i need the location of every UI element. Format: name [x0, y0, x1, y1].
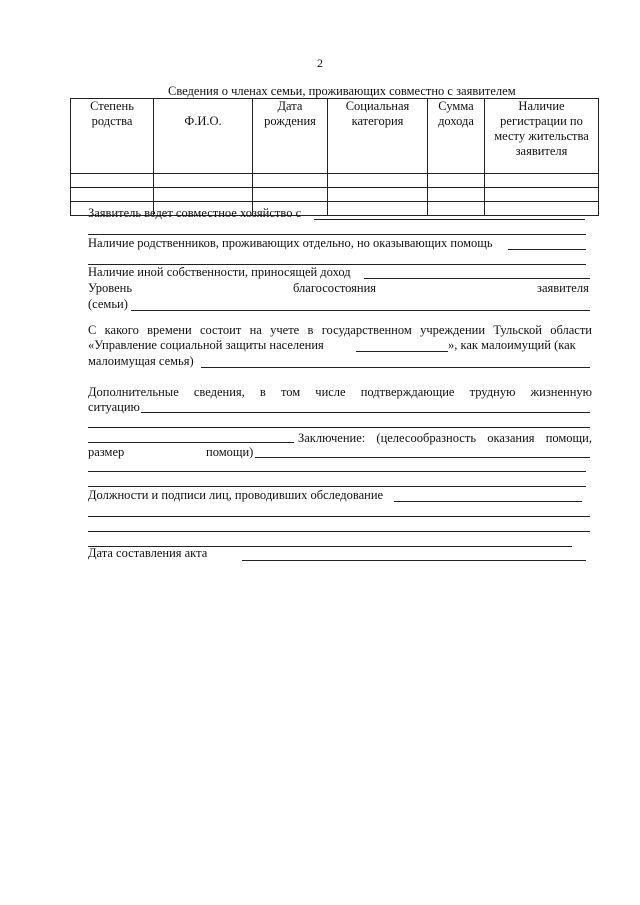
family-members-table: [70, 98, 599, 216]
table-cell[interactable]: [428, 188, 485, 202]
conclusion-label: Заключение: (целесообразность оказания помощи,: [298, 431, 592, 445]
header-relation: Степень родства: [71, 99, 154, 174]
relatives-label: Наличие родственников, проживающих отдельно, но оказывающих помощь: [88, 236, 493, 250]
conclusion-size-word-1: размер: [88, 445, 125, 459]
table-cell[interactable]: [328, 174, 428, 188]
header-full-name: Ф.И.О.: [154, 99, 253, 174]
household-label: Заявитель ведет совместное хозяйство с: [88, 206, 302, 220]
additional-field[interactable]: [141, 412, 590, 413]
officials-label: Должности и подписи лиц, проводивших обследование: [88, 488, 384, 502]
act-date-field[interactable]: [242, 560, 586, 561]
wellbeing-word-2: благосостояния: [293, 281, 377, 295]
table-header-row: [71, 99, 599, 174]
table-cell[interactable]: [485, 188, 599, 202]
blank-line[interactable]: [88, 442, 294, 443]
additional-line-2: ситуацию: [88, 400, 140, 414]
table-cell[interactable]: [253, 188, 328, 202]
table-cell[interactable]: [253, 174, 328, 188]
blank-line[interactable]: [88, 234, 586, 235]
relatives-field[interactable]: [508, 249, 586, 250]
officials-field[interactable]: [394, 501, 582, 502]
blank-line[interactable]: [88, 486, 586, 487]
property-field[interactable]: [364, 278, 590, 279]
registration-date-field[interactable]: [201, 367, 590, 368]
header-social-category: Социальная категория: [328, 99, 428, 174]
table-cell[interactable]: [71, 174, 154, 188]
table-cell[interactable]: [154, 188, 253, 202]
blank-line[interactable]: [88, 427, 590, 428]
table-row: [71, 174, 599, 188]
blank-line[interactable]: [88, 471, 586, 472]
act-date-label: Дата составления акта: [88, 546, 208, 560]
table-row: [71, 188, 599, 202]
page-number: 2: [317, 56, 323, 70]
table-cell[interactable]: [485, 174, 599, 188]
table-cell[interactable]: [485, 202, 599, 216]
table-title: Сведения о членах семьи, проживающих совместно с заявителем: [168, 84, 516, 98]
household-field[interactable]: [314, 219, 585, 220]
registration-line-1: С какого времени состоит на учете в государственном учреждении Тульской области: [88, 323, 592, 337]
blank-line[interactable]: [88, 531, 590, 532]
header-birth-date: Дата рождения: [253, 99, 328, 174]
table-cell[interactable]: [328, 188, 428, 202]
conclusion-field[interactable]: [255, 457, 590, 458]
conclusion-size-word-2: помощи): [206, 445, 254, 459]
table-cell[interactable]: [71, 188, 154, 202]
registration-line-2a: «Управление социальной защиты населения: [88, 338, 324, 352]
additional-line-1: Дополнительные сведения, в том числе подтверждающие трудную жизненную: [88, 385, 592, 399]
table-cell[interactable]: [428, 202, 485, 216]
table-cell[interactable]: [428, 174, 485, 188]
registration-line-2b: », как малоимущий (как: [448, 338, 576, 352]
header-registration: Наличие регистрации по месту жительства заявителя: [485, 99, 599, 174]
wellbeing-family-label: (семьи): [88, 297, 128, 311]
registration-org-field[interactable]: [356, 351, 448, 352]
wellbeing-field[interactable]: [131, 310, 590, 311]
property-label: Наличие иной собственности, приносящей доход: [88, 265, 351, 279]
blank-line[interactable]: [88, 516, 590, 517]
registration-line-3: малоимущая семья): [88, 354, 194, 368]
header-income: Сумма дохода: [428, 99, 485, 174]
wellbeing-word-3: заявителя: [537, 281, 589, 295]
table-cell[interactable]: [154, 174, 253, 188]
table-cell[interactable]: [328, 202, 428, 216]
wellbeing-word-1: Уровень: [88, 281, 133, 295]
